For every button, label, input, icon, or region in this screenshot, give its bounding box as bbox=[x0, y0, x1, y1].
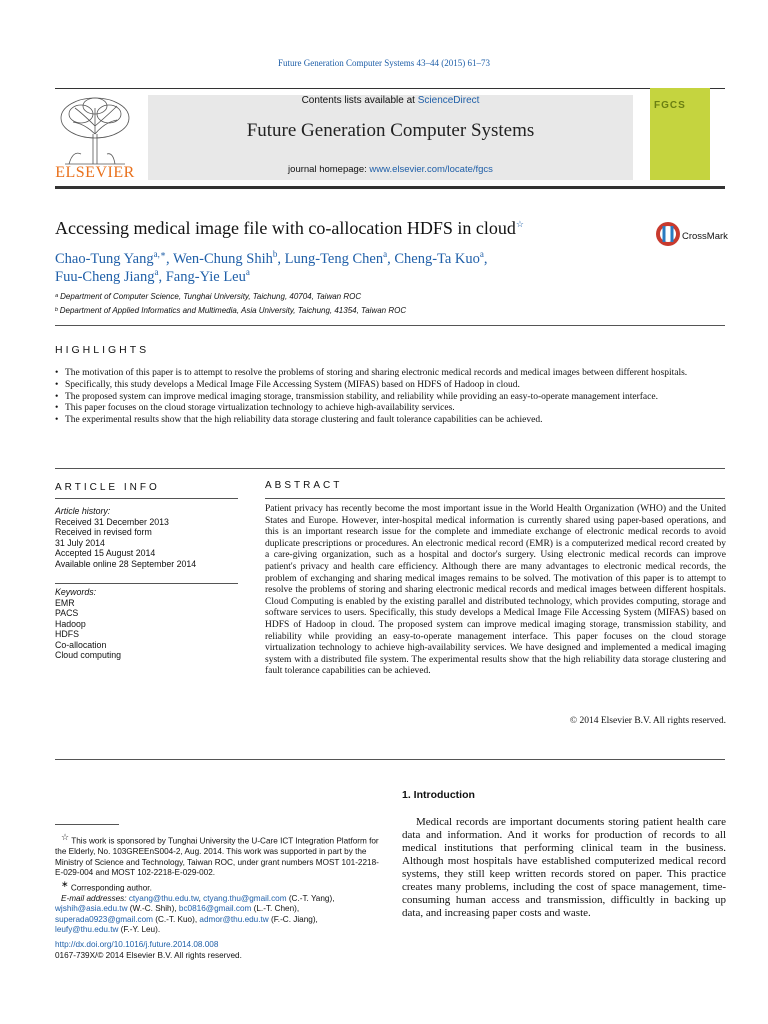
author-name[interactable]: Wen-Chung Shih bbox=[172, 250, 273, 267]
email-link[interactable]: admor@thu.edu.tw bbox=[199, 914, 269, 924]
journal-title: Future Generation Computer Systems bbox=[246, 120, 535, 141]
elsevier-wordmark[interactable]: ELSEVIER bbox=[55, 164, 135, 181]
history-item: Accepted 15 August 2014 bbox=[55, 548, 156, 558]
keyword-item: PACS bbox=[55, 608, 79, 618]
author-separator: , bbox=[165, 250, 173, 267]
crossmark-icon bbox=[655, 221, 681, 247]
email-separator: (F.-C. Jiang), bbox=[268, 914, 318, 924]
email-separator: (C.-T. Kuo), bbox=[152, 914, 200, 924]
keyword-item: Co-allocation bbox=[55, 639, 107, 650]
publication-info bbox=[55, 940, 381, 961]
author-name[interactable]: Fang-Yie Leu bbox=[165, 268, 246, 285]
keyword-item: EMR bbox=[55, 597, 75, 608]
article-info-heading: ARTICLE INFO bbox=[55, 482, 160, 493]
author-separator: , bbox=[158, 268, 166, 285]
author-affil-mark[interactable]: a bbox=[154, 267, 159, 277]
masthead-top-rule bbox=[55, 88, 725, 89]
author-separator: , bbox=[277, 250, 285, 267]
history-item: Received in revised form bbox=[55, 527, 152, 537]
history-items bbox=[55, 517, 240, 570]
authors-line-2 bbox=[55, 267, 250, 286]
divider bbox=[55, 498, 238, 499]
abstract-text: Patient privacy has recently become the most important issue in the World Health Organization (WHO) and the United States and Europe. However, inter-hospital medical information is currently shared using paper-based operations, and this is an important research issue for the complete and immediate exchange of electronic medical records to avoid duplicate prescriptions or procedures. An electronic medical record (EMR) is a computerized medical record created by a care-giving organization, such as a hospital and doctor's surgery. Using electronic medical records can improve patient's privacy and health care efficiency. Although there are many advantages to electronic medical records, the problem of exchanging and sharing medical images remains to be solved. The motivation of this paper is to attempt to resolve the problems of storing and sharing electronic medical records and medical images between different hospitals. Cloud Computing is enabled by the existing parallel and distributed technology, which provides computing, storage and software services to users. Specifically, this study develops a Medical Image File Accessing System (MIFAS) based on HDFS of Hadoop in cloud. The proposed system can improve medical imaging storage, transmission stability, and reliability while providing an easy-to-operate management interface. This paper focuses on the cloud storage virtualization technology to achieve high-availability services. We have designed and implemented a medical imaging system with a distributed file system. The experimental results show that the high reliability data storage clustering and fault tolerance capabilities can be achieved. bbox=[265, 504, 726, 677]
authors-line-1 bbox=[55, 249, 488, 268]
sponsor-text: This work is sponsored by Tunghai University the U-Care ICT Integration Platform for the Elderly, No. 103GREEnS004-2, Aug. 2014. This work was supported in part by the Ministry of Science and Technology, Taiwan ROC, under grant numbers MOST 101-2218-E-029-004 and MOST 102-2218-E-029-002. bbox=[55, 836, 379, 878]
author-affil-mark[interactable]: a bbox=[383, 249, 388, 259]
author-affil-mark[interactable]: a bbox=[479, 249, 484, 259]
introduction-paragraph: Medical records are important documents storing patient health care data and information. And it works for production of records to all medical institutions that performing clinical team in the business. Although most hospitals have established computerized medical record systems, they still keep written records stored on paper. This practice creates many problems, including the cost of space management, time-consuming human access and transmission, difficultly in backing up data, and increasing paper costs and waste. bbox=[402, 816, 726, 919]
highlights-list bbox=[55, 368, 727, 427]
footnote-rule bbox=[55, 824, 119, 825]
author-affil-mark[interactable]: a,∗ bbox=[153, 249, 166, 259]
article-history bbox=[55, 506, 240, 569]
highlight-item: • The motivation of this paper is to attempt to resolve the problems of storing and sharing electronic medical records and medical images between different hospitals. bbox=[55, 368, 727, 380]
author-separator: , bbox=[483, 250, 488, 267]
author-separator: , bbox=[387, 250, 395, 267]
journal-citation[interactable]: Future Generation Computer Systems 43–44 (2015) 61–73 bbox=[278, 58, 490, 68]
email-link[interactable]: bc0816@gmail.com bbox=[178, 904, 252, 914]
journal-cover-thumbnail[interactable] bbox=[650, 88, 710, 180]
author-name[interactable]: Cheng-Ta Kuo bbox=[394, 250, 480, 267]
crossmark-label[interactable]: CrossMark bbox=[682, 231, 728, 242]
masthead-bottom-rule bbox=[55, 186, 725, 189]
corresponding-text: Corresponding author. bbox=[68, 883, 152, 893]
homepage-prefix: journal homepage: bbox=[288, 164, 370, 175]
email-separator: (C.-T. Yang), bbox=[286, 893, 335, 903]
author-affil-mark[interactable]: a bbox=[245, 267, 250, 277]
title-footnote-mark[interactable]: ☆ bbox=[515, 219, 524, 229]
keyword-item: Hadoop bbox=[55, 618, 86, 629]
sponsor-mark: ☆ bbox=[61, 832, 70, 842]
contents-prefix: Contents lists available at bbox=[301, 95, 418, 106]
contents-line bbox=[148, 95, 633, 106]
email-link[interactable]: ctyang.thu@gmail.com bbox=[203, 893, 287, 903]
email-link[interactable]: leufy@thu.edu.tw bbox=[55, 925, 119, 935]
sciencedirect-link[interactable]: ScienceDirect bbox=[417, 95, 480, 106]
history-item: 31 July 2014 bbox=[55, 537, 105, 548]
email-link[interactable]: superada0923@gmail.com bbox=[55, 914, 153, 924]
abstract-copyright: © 2014 Elsevier B.V. All rights reserved. bbox=[569, 716, 726, 726]
highlight-item: • This paper focuses on the cloud storage virtualization technology to achieve high-availability services. bbox=[55, 403, 727, 415]
section-heading-introduction: 1. Introduction bbox=[402, 789, 475, 801]
keyword-item: Cloud computing bbox=[55, 650, 122, 660]
doi-link[interactable]: http://dx.doi.org/10.1016/j.future.2014.08.008 bbox=[55, 940, 219, 949]
divider bbox=[55, 468, 725, 469]
keywords-label: Keywords: bbox=[55, 587, 97, 597]
abstract-heading: ABSTRACT bbox=[265, 480, 343, 491]
affiliation-b: ᵇ Department of Applied Informatics and Multimedia, Asia University, Taichung, 41354, Taiwan ROC bbox=[55, 306, 407, 315]
highlights-heading: HIGHLIGHTS bbox=[55, 344, 150, 356]
history-item: Received 31 December 2013 bbox=[55, 516, 169, 527]
email-link[interactable]: ctyang@thu.edu.tw bbox=[128, 893, 199, 903]
cover-title: FGCS bbox=[654, 100, 686, 111]
keywords bbox=[55, 587, 240, 661]
highlight-item: • Specifically, this study develops a Medical Image File Accessing System (MIFAS) based on HDFS of Hadoop in cloud. bbox=[55, 380, 727, 392]
email-separator: , bbox=[198, 893, 204, 903]
author-name[interactable]: Chao-Tung Yang bbox=[55, 250, 154, 267]
footnotes bbox=[55, 832, 381, 936]
divider bbox=[265, 498, 725, 499]
corresponding-mark: ∗ bbox=[61, 878, 69, 889]
affiliation-a: ᵃ Department of Computer Science, Tunghai University, Taichung, 40704, Taiwan ROC bbox=[55, 292, 362, 301]
sponsor-footnote bbox=[55, 832, 381, 879]
email-separator: (W.-C. Shih), bbox=[127, 904, 179, 914]
email-label: E-mail addresses: bbox=[61, 893, 127, 903]
keyword-item: HDFS bbox=[55, 629, 79, 639]
author-name[interactable]: Lung-Teng Chen bbox=[284, 250, 384, 267]
corresponding-footnote bbox=[55, 879, 381, 894]
issn-line: 0167-739X/© 2014 Elsevier B.V. All rights reserved. bbox=[55, 950, 242, 960]
author-name[interactable]: Fuu-Cheng Jiang bbox=[55, 268, 155, 285]
email-separator: (L.-T. Chen), bbox=[251, 904, 300, 914]
email-footnote bbox=[55, 894, 381, 936]
email-link[interactable]: wjshih@asia.edu.tw bbox=[55, 904, 128, 914]
journal-homepage bbox=[148, 164, 633, 175]
article-title bbox=[55, 218, 524, 239]
homepage-link[interactable]: www.elsevier.com/locate/fgcs bbox=[369, 164, 493, 175]
highlight-item: • The experimental results show that the high reliability data storage clustering and fault tolerance capabilities can be achieved. bbox=[55, 415, 727, 427]
highlight-item: • The proposed system can improve medical imaging storage, transmission stability, and reliability while providing an easy-to-operate management interface. bbox=[55, 392, 727, 404]
divider bbox=[55, 583, 238, 584]
email-separator: (F.-Y. Leu). bbox=[118, 925, 161, 935]
article-title-text: Accessing medical image file with co-allocation HDFS in cloud bbox=[55, 218, 516, 238]
keyword-items bbox=[55, 598, 240, 661]
author-affil-mark[interactable]: b bbox=[272, 249, 278, 259]
history-label: Article history: bbox=[55, 506, 111, 516]
divider bbox=[55, 325, 725, 326]
divider bbox=[55, 759, 725, 760]
history-item: Available online 28 September 2014 bbox=[55, 558, 197, 569]
